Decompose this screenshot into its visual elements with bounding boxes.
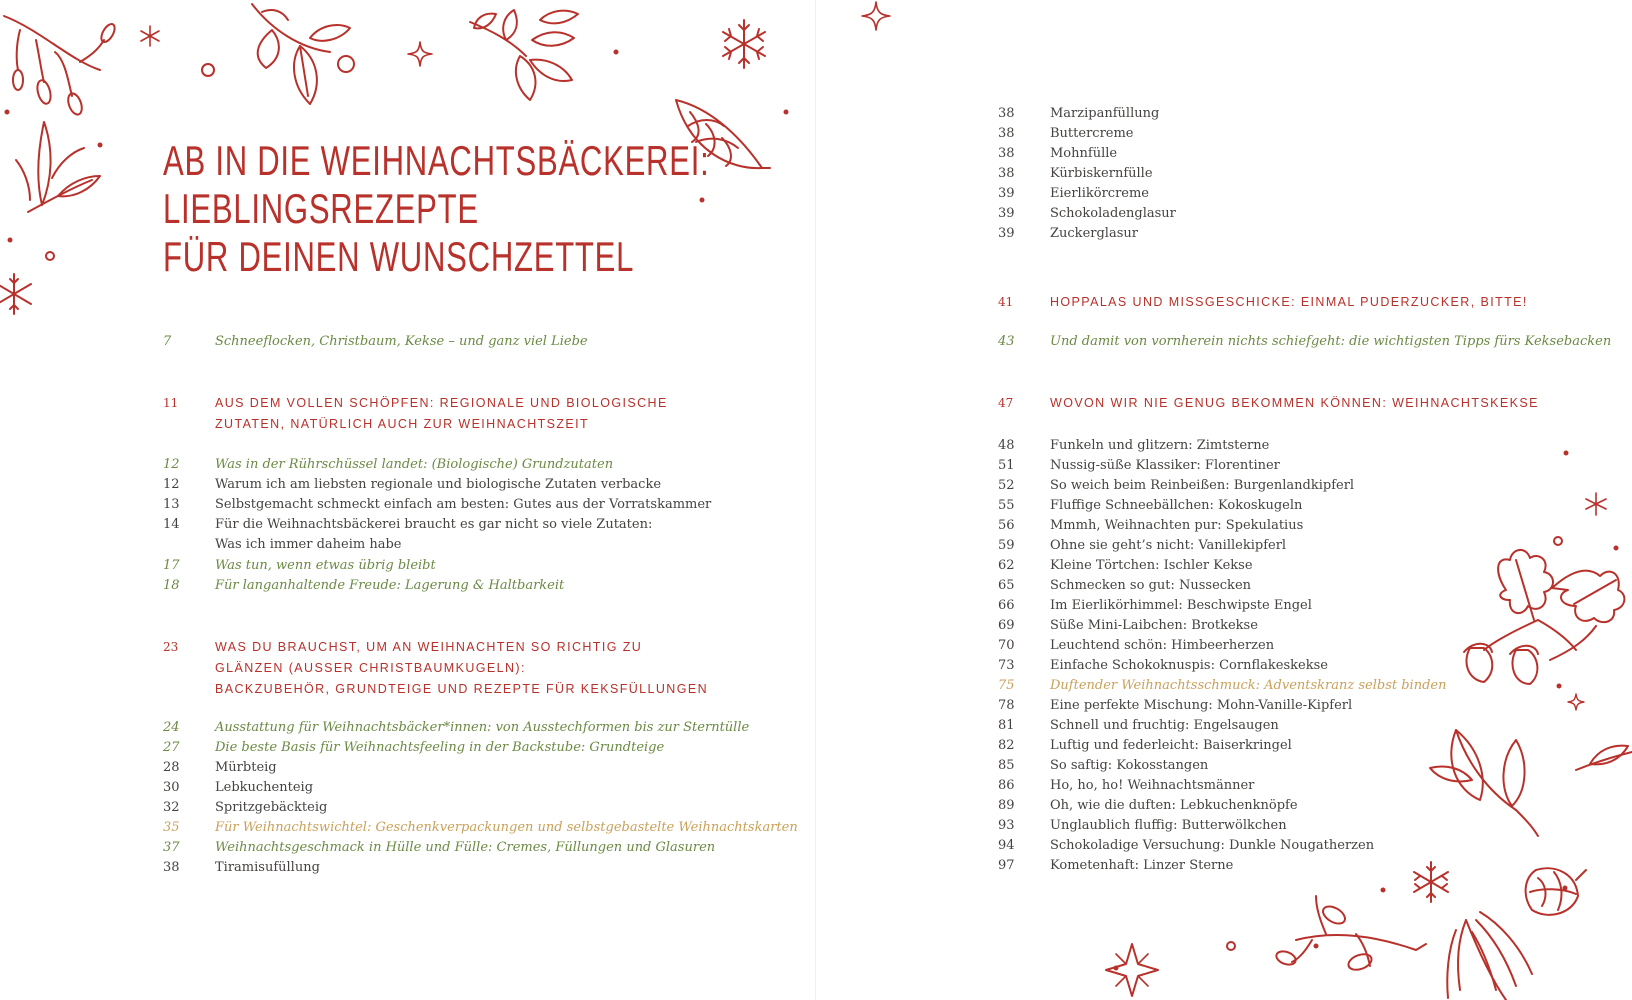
toc-entry[interactable]: [998, 476, 1354, 496]
toc-page-number: 48: [998, 438, 1015, 453]
toc-entry[interactable]: [163, 718, 749, 738]
toc-entry-text: Ohne sie geht’s nicht: Vanillekipferl: [1050, 538, 1287, 553]
toc-page-number: 94: [998, 838, 1015, 853]
toc-entry[interactable]: [163, 576, 564, 596]
toc-entry[interactable]: [998, 776, 1254, 796]
toc-entry[interactable]: [163, 778, 313, 798]
toc-entry-text: Für langanhaltende Freude: Lagerung & Haltbarkeit: [215, 578, 565, 593]
toc-page-number: 18: [163, 578, 180, 593]
toc-entry[interactable]: [163, 332, 588, 352]
toc-entry[interactable]: [998, 496, 1302, 516]
toc-entry-text: Und damit von vornherein nichts schiefgeht: die wichtigsten Tipps fürs Keksebacken: [1050, 334, 1612, 349]
toc-entry[interactable]: [998, 164, 1153, 184]
toc-entry-text: So weich beim Reinbeißen: Burgenlandkipferl: [1050, 478, 1355, 493]
toc-section-heading[interactable]: [998, 292, 1528, 313]
toc-page-number: 39: [998, 226, 1015, 241]
toc-page-number: 35: [163, 820, 180, 835]
toc-entry[interactable]: [163, 758, 277, 778]
toc-entry-text: Ausstattung für Weihnachtsbäcker*innen: von Ausstechformen bis zur Sterntülle: [215, 720, 750, 735]
pine-branch-icon: [1447, 912, 1532, 1000]
toc-entry[interactable]: [998, 616, 1258, 636]
heading-line: ZUTATEN, NATÜRLICH AUCH ZUR WEIHNACHTSZEIT: [215, 417, 590, 431]
toc-page-number: 86: [998, 778, 1015, 793]
toc-entry-text: Fluffige Schneebällchen: Kokoskugeln: [1050, 498, 1303, 513]
toc-entry-text: Mmmh, Weihnachten pur: Spekulatius: [1050, 518, 1304, 533]
oak-leaf-acorn-icon: [1464, 550, 1624, 684]
toc-entry-text: Eierlikörcreme: [1050, 186, 1149, 201]
toc-page-number: 17: [163, 558, 180, 573]
heading-line: WAS DU BRAUCHST, UM AN WEIHNACHTEN SO RICHTIG ZU: [215, 640, 643, 654]
heading-line: AUS DEM VOLLEN SCHÖPFEN: REGIONALE UND BIOLOGISCHE: [215, 396, 668, 410]
toc-entry-text: Unglaublich fluffig: Butterwölkchen: [1050, 818, 1287, 833]
toc-section-heading[interactable]: [163, 393, 668, 435]
toc-entry[interactable]: [998, 676, 1446, 696]
toc-page-number: 24: [163, 720, 180, 735]
toc-page-number: 82: [998, 738, 1015, 753]
toc-page-number: 37: [163, 840, 180, 855]
toc-entry-text: Schokoladenglasur: [1050, 206, 1176, 221]
dot-circle-icon: [202, 64, 214, 76]
toc-entry-text: Leuchtend schön: Himbeerherzen: [1050, 638, 1275, 653]
toc-page-number: 81: [998, 718, 1015, 733]
snowflake-icon: [1414, 862, 1448, 902]
toc-entry[interactable]: [998, 436, 1269, 456]
toc-page-number: 28: [163, 760, 180, 775]
toc-entry-text: Ho, ho, ho! Weihnachtsmänner: [1050, 778, 1255, 793]
heading-line: GLÄNZEN (AUSSER CHRISTBAUMKUGELN):: [215, 661, 526, 675]
toc-entry-text: Für Weihnachtswichtel: Geschenkverpackungen und selbstgebastelte Weihnachtskarten: [215, 820, 798, 835]
leaf-branch-icon: [16, 122, 100, 212]
rosehip-branch-icon: [1275, 896, 1426, 973]
toc-heading-text: [215, 637, 708, 700]
toc-entry-text: Schnell und fruchtig: Engelsaugen: [1050, 718, 1279, 733]
toc-entry[interactable]: [163, 475, 661, 495]
toc-page-number: 56: [998, 518, 1015, 533]
toc-page-number: 70: [998, 638, 1015, 653]
toc-entry[interactable]: [998, 796, 1298, 816]
toc-entry[interactable]: [998, 332, 1611, 352]
sparkle-star-icon: [1586, 493, 1606, 515]
toc-entry-text: Buttercreme: [1050, 126, 1134, 141]
toc-page-number: 59: [998, 538, 1015, 553]
toc-heading-text: WOVON WIR NIE GENUG BEKOMMEN KÖNNEN: WEIHNACHTSKEKSE: [1050, 396, 1539, 410]
toc-entry[interactable]: [998, 636, 1274, 656]
toc-page-number: 78: [998, 698, 1015, 713]
toc-page-number: 97: [998, 858, 1015, 873]
snowflake-icon: [723, 20, 765, 68]
toc-page-number: 47: [998, 396, 1014, 410]
toc-page-number: 73: [998, 658, 1015, 673]
toc-page-number: 51: [998, 458, 1015, 473]
toc-entry-text: Spritzgebäckteig: [215, 800, 328, 815]
title-line: AB IN DIE WEIHNACHTSBÄCKEREI:: [163, 137, 710, 184]
toc-entry-text: Oh, wie die duften: Lebkuchenknöpfe: [1050, 798, 1298, 813]
leaf-branch-icon: [252, 4, 354, 104]
toc-entry-text: Warum ich am liebsten regionale und biologische Zutaten verbacke: [215, 477, 662, 492]
toc-page-number: 13: [163, 497, 180, 512]
toc-entry[interactable]: [998, 836, 1374, 856]
toc-entry-text: Lebkuchenteig: [215, 780, 314, 795]
toc-page-number: 27: [163, 740, 180, 755]
toc-entry[interactable]: [998, 536, 1286, 556]
right-page: [816, 0, 1632, 1000]
toc-section-heading[interactable]: [163, 637, 708, 700]
toc-entry[interactable]: [163, 495, 711, 515]
title-line: FÜR DEINEN WUNSCHZETTEL: [163, 233, 635, 280]
toc-entry-text: Mürbteig: [215, 760, 277, 775]
toc-entry[interactable]: [163, 738, 664, 758]
toc-page-number: 62: [998, 558, 1015, 573]
toc-page-number: 39: [998, 206, 1015, 221]
toc-entry-text: Einfache Schokoknuspis: Cornflakeskekse: [1050, 658, 1328, 673]
toc-entry-text: Marzipanfüllung: [1050, 106, 1160, 121]
toc-page-number: 41: [998, 295, 1014, 309]
toc-entry[interactable]: [998, 576, 1251, 596]
toc-page-number: 69: [998, 618, 1015, 633]
toc-entry[interactable]: [998, 756, 1208, 776]
toc-page-number: 14: [163, 517, 180, 532]
toc-entry-text: Kürbiskernfülle: [1050, 166, 1153, 181]
toc-page-number: 11: [163, 396, 179, 410]
toc-page-number: 75: [998, 678, 1015, 693]
toc-entry-text: Weihnachtsgeschmack in Hülle und Fülle: Cremes, Füllungen und Glasuren: [215, 840, 716, 855]
toc-entry[interactable]: [163, 556, 436, 576]
toc-entry-text: Schneeflocken, Christbaum, Kekse – und ganz viel Liebe: [215, 334, 588, 349]
toc-entry-text: Was in der Rührschüssel landet: (Biologische) Grundzutaten: [215, 457, 614, 472]
toc-entry-text: Süße Mini-Laibchen: Brotkekse: [1050, 618, 1258, 633]
toc-page-number: 93: [998, 818, 1015, 833]
toc-entry-text: Kleine Törtchen: Ischler Kekse: [1050, 558, 1253, 573]
toc-page-number: 38: [998, 166, 1015, 181]
toc-page-number: 66: [998, 598, 1015, 613]
toc-page-number: 85: [998, 758, 1015, 773]
sparkle-star-icon: [141, 26, 159, 46]
toc-section-heading[interactable]: [998, 393, 1539, 414]
toc-page-number: 30: [163, 780, 180, 795]
toc-entry-text: Selbstgemacht schmeckt einfach am besten: Gutes aus der Vorratskammer: [215, 497, 712, 512]
toc-entry[interactable]: [998, 736, 1292, 756]
toc-entry-text: Im Eierlikörhimmel: Beschwipste Engel: [1050, 598, 1312, 613]
toc-entry-text: Kometenhaft: Linzer Sterne: [1050, 858, 1234, 873]
toc-entry-text: Was tun, wenn etwas übrig bleibt: [215, 558, 436, 573]
toc-page-number: 38: [998, 126, 1015, 141]
toc-page-number: 12: [163, 457, 180, 472]
sparkle-star-icon: [862, 2, 890, 30]
toc-entry-text: Eine perfekte Mischung: Mohn-Vanille-Kipferl: [1050, 698, 1353, 713]
toc-entry-text: Duftender Weihnachtsschmuck: Adventskranz selbst binden: [1050, 678, 1447, 693]
toc-entry[interactable]: [998, 816, 1287, 836]
toc-entry-text: Luftig und federleicht: Baiserkringel: [1050, 738, 1292, 753]
title-line: LIEBLINGSREZEPTE: [163, 185, 479, 232]
toc-page-number: 65: [998, 578, 1015, 593]
toc-entry[interactable]: [163, 798, 327, 818]
toc-entry[interactable]: [163, 858, 320, 878]
toc-entry[interactable]: [998, 124, 1134, 144]
toc-page-number: 12: [163, 477, 180, 492]
mistletoe-icon: [470, 10, 578, 100]
toc-entry[interactable]: [163, 515, 652, 555]
snowflake-icon: [0, 274, 31, 314]
pine-cone-icon: [1526, 868, 1586, 915]
toc-entry[interactable]: [163, 838, 715, 858]
toc-page-number: 89: [998, 798, 1015, 813]
toc-page-number: 38: [998, 146, 1015, 161]
toc-entry-text: So saftig: Kokosstangen: [1050, 758, 1209, 773]
toc-entry[interactable]: [998, 224, 1138, 244]
toc-page-number: 43: [998, 334, 1015, 349]
toc-page-number: 38: [163, 860, 180, 875]
dot-circle-icon: [1227, 942, 1235, 950]
toc-page-number: 38: [998, 106, 1015, 121]
toc-entry[interactable]: [998, 144, 1117, 164]
toc-entry[interactable]: [998, 856, 1233, 876]
toc-entry-text: Tiramisufüllung: [215, 860, 320, 875]
toc-entry[interactable]: [998, 456, 1280, 476]
toc-entry[interactable]: [998, 656, 1328, 676]
toc-entry[interactable]: [998, 696, 1352, 716]
sparkle-star-icon: [1106, 944, 1158, 996]
toc-entry[interactable]: [998, 204, 1176, 224]
toc-page-number: 23: [163, 640, 179, 654]
dot-circle-icon: [46, 252, 54, 260]
entry-line: Was ich immer daheim habe: [215, 537, 402, 552]
toc-entry-text: Nussig-süße Klassiker: Florentiner: [1050, 458, 1280, 473]
toc-entry-text: Mohnfülle: [1050, 146, 1118, 161]
leaf-branch-icon: [1430, 730, 1632, 836]
toc-page-number: 55: [998, 498, 1015, 513]
toc-entry[interactable]: [998, 556, 1253, 576]
heading-line: BACKZUBEHÖR, GRUNDTEIGE UND REZEPTE FÜR KEKSFÜLLUNGEN: [215, 682, 709, 696]
toc-entry[interactable]: [998, 104, 1159, 124]
toc-entry[interactable]: [998, 716, 1279, 736]
toc-entry[interactable]: [998, 516, 1303, 536]
toc-entry[interactable]: [163, 818, 798, 838]
toc-heading-text: HOPPALAS UND MISSGESCHICKE: EINMAL PUDERZUCKER, BITTE!: [1050, 295, 1528, 309]
toc-entry[interactable]: [163, 455, 613, 475]
toc-page-number: 32: [163, 800, 180, 815]
toc-entry-text: Funkeln und glitzern: Zimtsterne: [1050, 438, 1270, 453]
dot-circle-icon: [1554, 537, 1562, 545]
toc-entry-text: [215, 515, 652, 555]
sparkle-star-icon: [408, 42, 432, 66]
toc-entry[interactable]: [998, 184, 1149, 204]
toc-entry[interactable]: [998, 596, 1312, 616]
toc-entry-text: Zuckerglasur: [1050, 226, 1138, 241]
toc-page-number: 52: [998, 478, 1015, 493]
toc-page-number: 39: [998, 186, 1015, 201]
toc-entry-text: Schmecken so gut: Nussecken: [1050, 578, 1252, 593]
rosehip-branch-icon: [4, 16, 117, 116]
toc-entry-text: Die beste Basis für Weihnachtsfeeling in der Backstube: Grundteige: [215, 740, 665, 755]
toc-page-number: 7: [163, 334, 172, 349]
toc-entry-text: Schokoladige Versuchung: Dunkle Nougatherzen: [1050, 838, 1375, 853]
entry-line: Für die Weihnachtsbäckerei braucht es gar nicht so viele Zutaten:: [215, 517, 653, 532]
sparkle-star-icon: [1568, 694, 1584, 710]
page-title: [163, 137, 709, 281]
toc-heading-text: [215, 393, 668, 435]
